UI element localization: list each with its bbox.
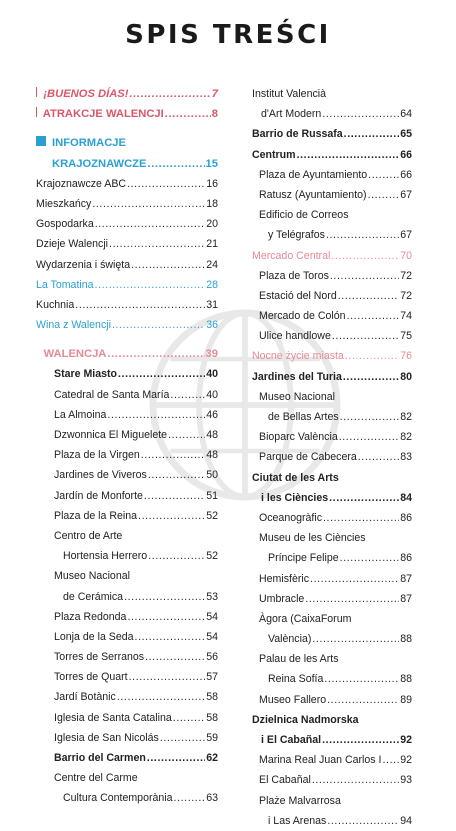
toc-page-number: 86: [400, 552, 412, 565]
toc-page-number: 46: [206, 408, 218, 421]
toc-entry-label: Parque de Cabecera: [259, 451, 357, 464]
toc-entry[interactable]: [252, 407, 412, 427]
toc-page-number: 40: [206, 368, 218, 381]
toc-page-number: 16: [206, 177, 218, 190]
toc-page-number: 80: [400, 370, 412, 383]
toc-entry-label: Cultura Contemporània: [63, 792, 173, 805]
toc-entry[interactable]: [252, 548, 412, 568]
toc-entry-label: Iglesia de Santa Catalina: [54, 711, 172, 724]
toc-entry-label: Torres de Quart: [54, 671, 128, 684]
toc-entry[interactable]: [252, 165, 412, 185]
toc-entry[interactable]: [36, 133, 218, 153]
toc-entry[interactable]: [252, 569, 412, 589]
toc-page-number: 31: [206, 298, 218, 311]
toc-entry[interactable]: [36, 344, 218, 364]
toc-entry-label: Reina Sofía: [268, 673, 324, 686]
toc-entry[interactable]: [252, 528, 412, 548]
toc-page-number: 92: [400, 734, 412, 746]
toc-page-number: 74: [400, 310, 412, 323]
toc-page-number: 48: [206, 449, 218, 462]
toc-page-number: 21: [206, 238, 218, 251]
toc-entry-label: Jardines de Viveros: [54, 469, 147, 482]
toc-entry[interactable]: [252, 690, 412, 710]
toc-entry-label: Museo Nacional: [259, 390, 335, 403]
toc-entry-label: i Las Arenas: [268, 814, 327, 827]
toc-page-number: 28: [206, 278, 218, 291]
leader-dots: [129, 84, 210, 104]
toc-entry[interactable]: [252, 791, 412, 811]
toc-entry-label: Barrio de Russafa: [252, 128, 343, 141]
toc-entry[interactable]: [36, 275, 218, 295]
toc-entry[interactable]: [36, 627, 218, 647]
toc-entry-label: Museo Fallero: [259, 693, 327, 706]
section-gap: [36, 124, 218, 133]
toc-page-number: 72: [400, 289, 412, 302]
toc-entry[interactable]: [36, 587, 218, 607]
toc-entry[interactable]: [252, 124, 412, 144]
toc-entry[interactable]: [252, 205, 412, 225]
toc-page-number: 58: [206, 711, 218, 724]
toc-entry-label: Edificio de Correos: [259, 209, 349, 222]
toc-page-number: 52: [206, 550, 218, 563]
toc-entry[interactable]: [252, 306, 412, 326]
toc-entry[interactable]: [36, 667, 218, 687]
toc-entry[interactable]: [36, 174, 218, 194]
toc-entry[interactable]: [252, 185, 412, 205]
section-gap: [36, 335, 218, 344]
leader-dots: [340, 548, 400, 568]
toc-page-number: 86: [400, 511, 412, 524]
leader-dots: [312, 770, 399, 790]
toc-page-number: 70: [400, 249, 412, 262]
leader-dots: [109, 234, 205, 254]
toc-page-number: 15: [205, 157, 218, 170]
toc-entry-label: Centro de Arte: [54, 529, 123, 542]
leader-dots: [141, 445, 205, 465]
toc-entry[interactable]: [36, 385, 218, 405]
toc-entry[interactable]: [252, 629, 412, 649]
toc-page-number: 48: [206, 429, 218, 441]
toc-entry[interactable]: [252, 326, 412, 346]
leader-dots: [327, 690, 399, 710]
toc-entry-label: La Almoina: [54, 408, 107, 421]
leader-dots: [312, 629, 399, 649]
leader-dots: [322, 104, 399, 124]
toc-entry-label: Umbracle: [259, 592, 305, 605]
leader-dots: [174, 788, 206, 808]
toc-page-number: 56: [206, 651, 218, 664]
toc-page-number: 92: [400, 754, 412, 767]
leader-dots: [358, 447, 399, 467]
leader-dots: [347, 306, 400, 326]
toc-entry[interactable]: [252, 770, 412, 790]
leader-dots: [148, 546, 205, 566]
leader-dots: [170, 385, 205, 405]
toc-entry[interactable]: [36, 465, 218, 485]
toc-entry-label: Jardines del Turia: [252, 370, 342, 383]
leader-dots: [382, 750, 399, 770]
toc-entry-label: Mieszkańcy: [36, 197, 92, 210]
toc-entry-label: ATRAKCJE WALENCJI: [42, 108, 164, 121]
leader-dots: [118, 364, 205, 384]
toc-entry[interactable]: [252, 750, 412, 770]
toc-entry[interactable]: [36, 506, 218, 526]
toc-page-number: 75: [400, 330, 412, 343]
toc-entry-label: Catedral de Santa María: [54, 388, 170, 401]
toc-page-number: 53: [206, 590, 218, 603]
toc-entry[interactable]: [252, 367, 412, 387]
square-icon: [36, 87, 37, 97]
leader-dots: [340, 407, 400, 427]
toc-page-number: 59: [206, 731, 218, 744]
toc-page-number: 20: [206, 218, 218, 231]
toc-entry[interactable]: [36, 84, 218, 104]
toc-entry-label: de Bellas Artes: [268, 411, 339, 423]
toc-page-number: 18: [206, 197, 218, 210]
toc-entry[interactable]: [252, 104, 412, 124]
toc-page-number: 82: [400, 411, 412, 423]
leader-dots: [339, 427, 399, 447]
toc-page-number: 39: [205, 348, 218, 361]
toc-entry-label: Hortensia Herrero: [63, 550, 148, 563]
toc-entry-label: Jardí Botànic: [54, 691, 116, 704]
toc-page-number: 67: [400, 188, 412, 201]
toc-entry-label: de Cerámica: [63, 590, 124, 603]
toc-entry[interactable]: [36, 295, 218, 315]
toc-page-number: 76: [400, 350, 412, 363]
square-icon: [36, 136, 46, 146]
toc-entry[interactable]: [36, 566, 218, 586]
toc-entry-label: Marina Real Juan Carlos I: [259, 754, 382, 767]
toc-entry-label: Palau de les Arts: [259, 653, 339, 666]
toc-entry-label: Kuchnia: [36, 298, 75, 311]
toc-entry[interactable]: [252, 447, 412, 467]
toc-entry-label: Dzieje Walencji: [36, 238, 109, 251]
leader-dots: [107, 405, 205, 425]
leader-dots: [310, 569, 399, 589]
toc-page-number: 36: [206, 319, 218, 332]
toc-entry-label: Oceanogràfic: [259, 511, 323, 524]
leader-dots: [148, 465, 205, 485]
toc-entry-label: La Tomatina: [36, 278, 94, 291]
leader-dots: [331, 246, 399, 266]
toc-page-number: 57: [206, 671, 218, 684]
page-title: SPIS TREŚCI: [125, 20, 331, 50]
toc-entry[interactable]: [36, 647, 218, 667]
leader-dots: [131, 255, 205, 275]
toc-entry-label: Torres de Serranos: [54, 651, 145, 664]
toc-entry[interactable]: [252, 286, 412, 306]
toc-entry-label: d'Art Modern: [261, 108, 322, 121]
toc-page-number: 94: [400, 814, 412, 827]
toc-page-number: 24: [206, 258, 218, 271]
toc-entry-label: El Cabañal: [259, 774, 311, 787]
toc-entry[interactable]: [36, 364, 218, 384]
toc-entry[interactable]: [252, 669, 412, 689]
square-icon: [36, 107, 37, 117]
toc-entry-label: Museo Nacional: [54, 570, 130, 583]
toc-page-number: 52: [206, 509, 218, 522]
toc-entry-label: ¡BUENOS DÍAS!: [43, 88, 129, 100]
toc-page-number: 54: [206, 610, 218, 623]
leader-dots: [327, 811, 399, 831]
leader-dots: [338, 286, 399, 306]
toc-entry-label: Bioparc València: [259, 431, 338, 444]
leader-dots: [324, 669, 399, 689]
toc-entry-label: INFORMACJE: [52, 137, 126, 150]
leader-dots: [75, 295, 205, 315]
toc-entry[interactable]: [36, 546, 218, 566]
toc-entry[interactable]: [36, 445, 218, 465]
toc-entry-label: i les Ciències: [261, 491, 329, 504]
toc-entry-label: Mercado de Colón: [259, 310, 346, 323]
toc-entry-label: Plaza de Toros: [259, 269, 329, 282]
toc-page-number: 65: [400, 128, 412, 141]
toc-entry[interactable]: [252, 225, 412, 245]
toc-entry[interactable]: [252, 468, 412, 488]
leader-dots: [332, 326, 399, 346]
toc-page-number: 7: [211, 88, 218, 100]
leader-dots: [368, 185, 400, 205]
leader-dots: [329, 488, 399, 508]
toc-entry[interactable]: [252, 387, 412, 407]
toc-entry[interactable]: [252, 589, 412, 609]
toc-entry[interactable]: [36, 234, 218, 254]
leader-dots: [92, 194, 205, 214]
leader-dots: [297, 145, 400, 165]
leader-dots: [138, 506, 205, 526]
toc-entry-label: Ulice handlowe: [259, 330, 331, 343]
toc-page-number: 82: [400, 431, 412, 444]
toc-page-number: 83: [400, 451, 412, 464]
toc-entry[interactable]: [252, 710, 412, 730]
toc-entry-label: Wina z Walencji: [36, 319, 111, 332]
toc-page-number: 88: [400, 673, 412, 686]
toc-entry-label: Plaże Malvarrosa: [259, 794, 341, 807]
toc-entry-label: Dzwonnica El Miguelete: [54, 429, 168, 441]
toc-entry[interactable]: [252, 246, 412, 266]
leader-dots: [147, 748, 205, 768]
toc-entry[interactable]: [36, 687, 218, 707]
toc-entry-label: y Telégrafos: [268, 229, 325, 242]
toc-entry-label: Centrum: [252, 148, 296, 161]
toc-page-number: 64: [400, 108, 412, 121]
toc-entry[interactable]: [36, 788, 218, 808]
leader-dots: [107, 344, 204, 364]
toc-page-number: 54: [206, 630, 218, 643]
toc-entry[interactable]: [36, 486, 218, 506]
toc-entry-label: Dzielnica Nadmorska: [252, 713, 359, 726]
toc-entry-label: Ratusz (Ayuntamiento): [259, 188, 367, 201]
toc-entry-label: Gospodarka: [36, 218, 94, 231]
leader-dots: [305, 589, 399, 609]
toc-page-number: 84: [400, 491, 412, 504]
toc-page-number: 66: [400, 168, 412, 181]
toc-entry[interactable]: [36, 104, 218, 124]
toc-entry[interactable]: [36, 425, 218, 445]
toc-page-number: 66: [400, 148, 412, 161]
toc-entry[interactable]: [252, 346, 412, 366]
leader-dots: [322, 730, 399, 750]
leader-dots: [124, 587, 205, 607]
leader-dots: [343, 367, 399, 387]
toc-entry-label: Plaza de la Reina: [54, 509, 138, 522]
leader-dots: [127, 607, 205, 627]
toc-page-number: 8: [211, 108, 218, 121]
toc-entry-label: Ciutat de les Arts: [252, 471, 339, 484]
toc-entry-label: Lonja de la Seda: [54, 630, 134, 643]
toc-entry[interactable]: [36, 526, 218, 546]
toc-page-number: 88: [400, 633, 412, 646]
toc-page-number: 63: [206, 792, 218, 805]
leader-dots: [129, 667, 206, 687]
toc-entry[interactable]: [252, 508, 412, 528]
toc-entry-label: Àgora (CaixaForum: [259, 612, 352, 625]
toc-entry[interactable]: [252, 811, 412, 831]
toc-entry-label: Krajoznawcze ABC: [36, 177, 127, 190]
toc-entry-label: i El Cabañal: [261, 734, 322, 746]
toc-entry-label: Nocne życie miasta: [252, 350, 344, 363]
toc-entry-label: Hemisfèric: [259, 572, 310, 585]
leader-dots: [144, 486, 205, 506]
toc-entry[interactable]: [36, 405, 218, 425]
toc-entry-label: Plaza Redonda: [54, 610, 127, 623]
leader-dots: [168, 425, 205, 445]
toc-entry[interactable]: [36, 315, 218, 335]
leader-dots: [323, 508, 399, 528]
toc-page-number: 93: [400, 774, 412, 787]
square-icon: [36, 347, 38, 357]
toc-page-number: 87: [400, 592, 412, 605]
toc-entry[interactable]: [252, 649, 412, 669]
toc-column-right: [252, 84, 412, 831]
leader-dots: [145, 647, 205, 667]
toc-page-number: 72: [400, 269, 412, 282]
leader-dots: [345, 346, 399, 366]
toc-entry[interactable]: [252, 266, 412, 286]
leader-dots: [95, 275, 206, 295]
toc-entry-label: Iglesia de San Nicolás: [54, 731, 159, 744]
toc-entry-label: Museu de les Ciències: [259, 532, 366, 545]
leader-dots: [147, 154, 204, 174]
toc-entry[interactable]: [252, 730, 412, 750]
toc-entry-label: Institut Valencià: [252, 88, 327, 100]
toc-entry-label: Plaza de Ayuntamiento: [259, 168, 368, 181]
toc-entry[interactable]: [36, 194, 218, 214]
toc-entry[interactable]: [252, 609, 412, 629]
toc-entry[interactable]: [36, 255, 218, 275]
toc-entry-label: Stare Miasto: [54, 368, 117, 381]
toc-page-number: 58: [206, 691, 218, 704]
toc-entry-label: KRAJOZNAWCZE: [52, 157, 147, 170]
leader-dots: [165, 104, 211, 124]
toc-entry[interactable]: [252, 488, 412, 508]
leader-dots: [135, 627, 206, 647]
toc-entry-label: Mercado Central: [252, 249, 331, 262]
toc-entry-label: València): [268, 633, 312, 646]
toc-page-number: 87: [400, 572, 412, 585]
leader-dots: [117, 687, 205, 707]
toc-page-number: 67: [400, 229, 412, 242]
toc-entry-label: Jardín de Monforte: [54, 489, 143, 502]
toc-entry[interactable]: [36, 214, 218, 234]
toc-entry-label: Centre del Carme: [54, 772, 138, 785]
toc-entry[interactable]: [36, 154, 218, 174]
toc-entry-label: Estació del Nord: [259, 289, 337, 302]
leader-dots: [326, 225, 399, 245]
toc-page-number: 40: [206, 388, 218, 401]
leader-dots: [173, 708, 205, 728]
toc-page-number: 89: [400, 693, 412, 706]
toc-entry[interactable]: [36, 607, 218, 627]
leader-dots: [127, 174, 205, 194]
leader-dots: [95, 214, 205, 234]
toc-entry-label: Príncipe Felipe: [268, 552, 339, 565]
toc-entry[interactable]: [252, 427, 412, 447]
toc-entry-label: Barrio del Carmen: [54, 752, 146, 764]
toc-entry-label: WALENCJA: [43, 348, 107, 361]
toc-entry[interactable]: [36, 748, 218, 768]
toc-entry-label: Plaza de la Virgen: [54, 449, 140, 462]
toc-entry[interactable]: [36, 708, 218, 728]
toc-page-number: 50: [206, 469, 218, 482]
toc-column-left: [36, 84, 218, 809]
leader-dots: [160, 728, 205, 748]
toc-page-number: 51: [206, 489, 218, 502]
leader-dots: [112, 315, 205, 335]
toc-entry[interactable]: [252, 84, 412, 104]
toc-entry[interactable]: [36, 728, 218, 748]
leader-dots: [344, 124, 400, 144]
leader-dots: [368, 165, 399, 185]
toc-entry[interactable]: [252, 145, 412, 165]
leader-dots: [330, 266, 399, 286]
toc-page-number: 62: [206, 752, 218, 764]
toc-entry-label: Wydarzenia i święta: [36, 258, 131, 271]
toc-entry[interactable]: [36, 768, 218, 788]
